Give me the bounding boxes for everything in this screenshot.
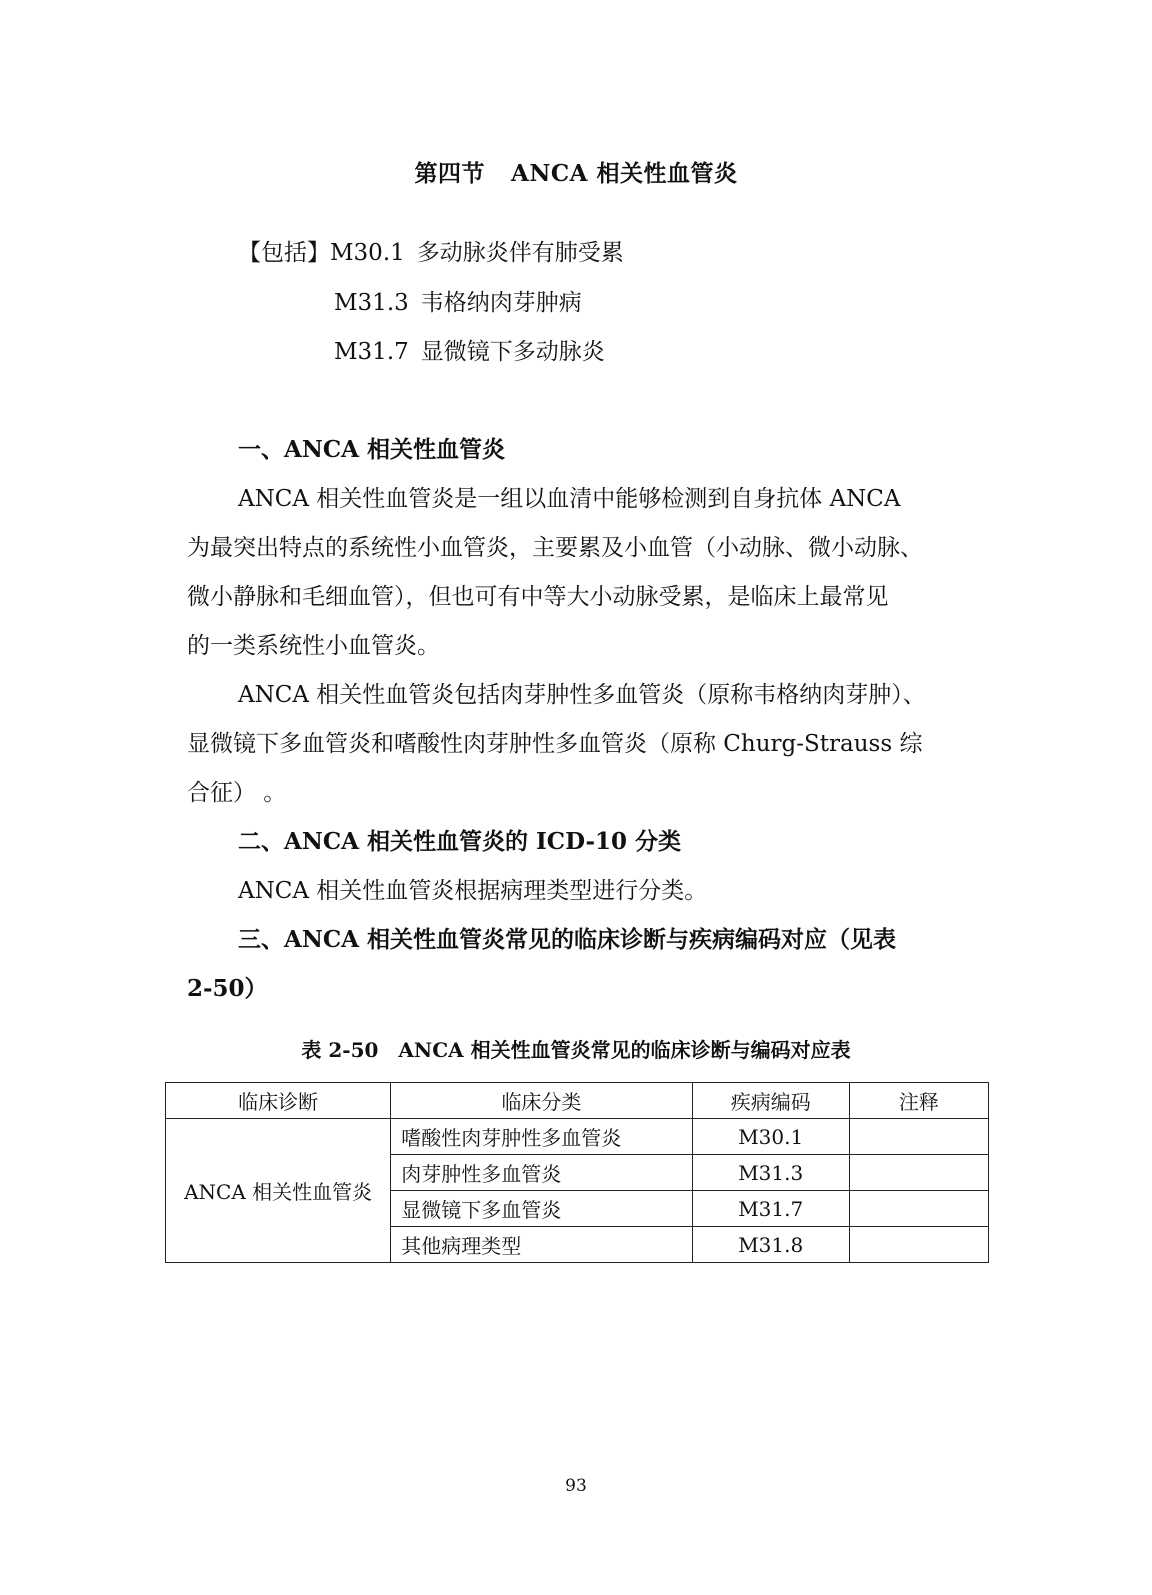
section2-heading: 二、ANCA 相关性血管炎的 ICD-10 分类 bbox=[238, 828, 682, 855]
table-caption-number: 表 2-50 bbox=[301, 1038, 379, 1062]
section-title bbox=[0, 155, 1152, 188]
inclusion-name: 韦格纳肉芽肿病 bbox=[420, 290, 582, 316]
header-cell: 疾病编码 bbox=[692, 1083, 849, 1119]
paragraph-line: ANCA 相关性血管炎根据病理类型进行分类。 bbox=[238, 878, 708, 904]
inclusion-name: 多动脉炎伴有肺受累 bbox=[416, 240, 624, 266]
classification-cell: 显微镜下多血管炎 bbox=[391, 1191, 692, 1227]
section-title-prefix: 第四节 bbox=[414, 160, 485, 187]
classification-cell: 其他病理类型 bbox=[391, 1227, 692, 1263]
note-cell bbox=[849, 1155, 988, 1191]
paragraph-line: 合征） 。 bbox=[187, 780, 287, 806]
code-cell: M30.1 bbox=[692, 1119, 849, 1155]
paragraph-line: 的一类系统性小血管炎。 bbox=[187, 633, 440, 659]
table-header-row bbox=[166, 1083, 989, 1119]
inclusion-label: 【包括】 bbox=[238, 240, 330, 266]
inclusion-code: M31.3 bbox=[334, 290, 409, 316]
section3-heading: 三、ANCA 相关性血管炎常见的临床诊断与疾病编码对应（见表 bbox=[238, 926, 897, 953]
paragraph-line: ANCA 相关性血管炎是一组以血清中能够检测到自身抗体 ANCA bbox=[238, 486, 901, 512]
code-cell: M31.7 bbox=[692, 1191, 849, 1227]
note-cell bbox=[849, 1227, 988, 1263]
paragraph-line: 为最突出特点的系统性小血管炎，主要累及小血管（小动脉、微小动脉、 bbox=[187, 535, 923, 561]
classification-cell: 肉芽肿性多血管炎 bbox=[391, 1155, 692, 1191]
table-row bbox=[166, 1119, 989, 1155]
code-cell: M31.8 bbox=[692, 1227, 849, 1263]
table-caption bbox=[0, 1034, 1152, 1063]
code-table bbox=[165, 1082, 989, 1263]
note-cell bbox=[849, 1119, 988, 1155]
code-cell: M31.3 bbox=[692, 1155, 849, 1191]
inclusion-item bbox=[238, 238, 624, 268]
note-cell bbox=[849, 1191, 988, 1227]
header-cell: 临床分类 bbox=[391, 1083, 692, 1119]
header-cell: 注释 bbox=[849, 1083, 988, 1119]
inclusion-code: M31.7 bbox=[334, 339, 409, 365]
inclusion-item bbox=[334, 337, 605, 367]
paragraph-line: ANCA 相关性血管炎包括肉芽肿性多血管炎（原称韦格纳肉芽肿）、 bbox=[238, 682, 926, 708]
section-title-text: ANCA 相关性血管炎 bbox=[510, 160, 738, 187]
inclusion-code: M30.1 bbox=[330, 240, 405, 266]
paragraph-line: 微小静脉和毛细血管），但也可有中等大小动脉受累，是临床上最常见 bbox=[187, 584, 889, 610]
page-number: 93 bbox=[565, 1476, 587, 1496]
table-caption-text: ANCA 相关性血管炎常见的临床诊断与编码对应表 bbox=[398, 1038, 851, 1062]
paragraph-line: 显微镜下多血管炎和嗜酸性肉芽肿性多血管炎（原称 Churg-Strauss 综 bbox=[187, 731, 923, 757]
inclusion-name: 显微镜下多动脉炎 bbox=[420, 339, 605, 365]
classification-cell: 嗜酸性肉芽肿性多血管炎 bbox=[391, 1119, 692, 1155]
header-cell: 临床诊断 bbox=[166, 1083, 391, 1119]
diagnosis-cell: ANCA 相关性血管炎 bbox=[166, 1119, 391, 1263]
section3-heading-cont: 2-50） bbox=[187, 975, 268, 1002]
section1-heading: 一、ANCA 相关性血管炎 bbox=[238, 436, 506, 463]
inclusion-item bbox=[334, 288, 582, 318]
